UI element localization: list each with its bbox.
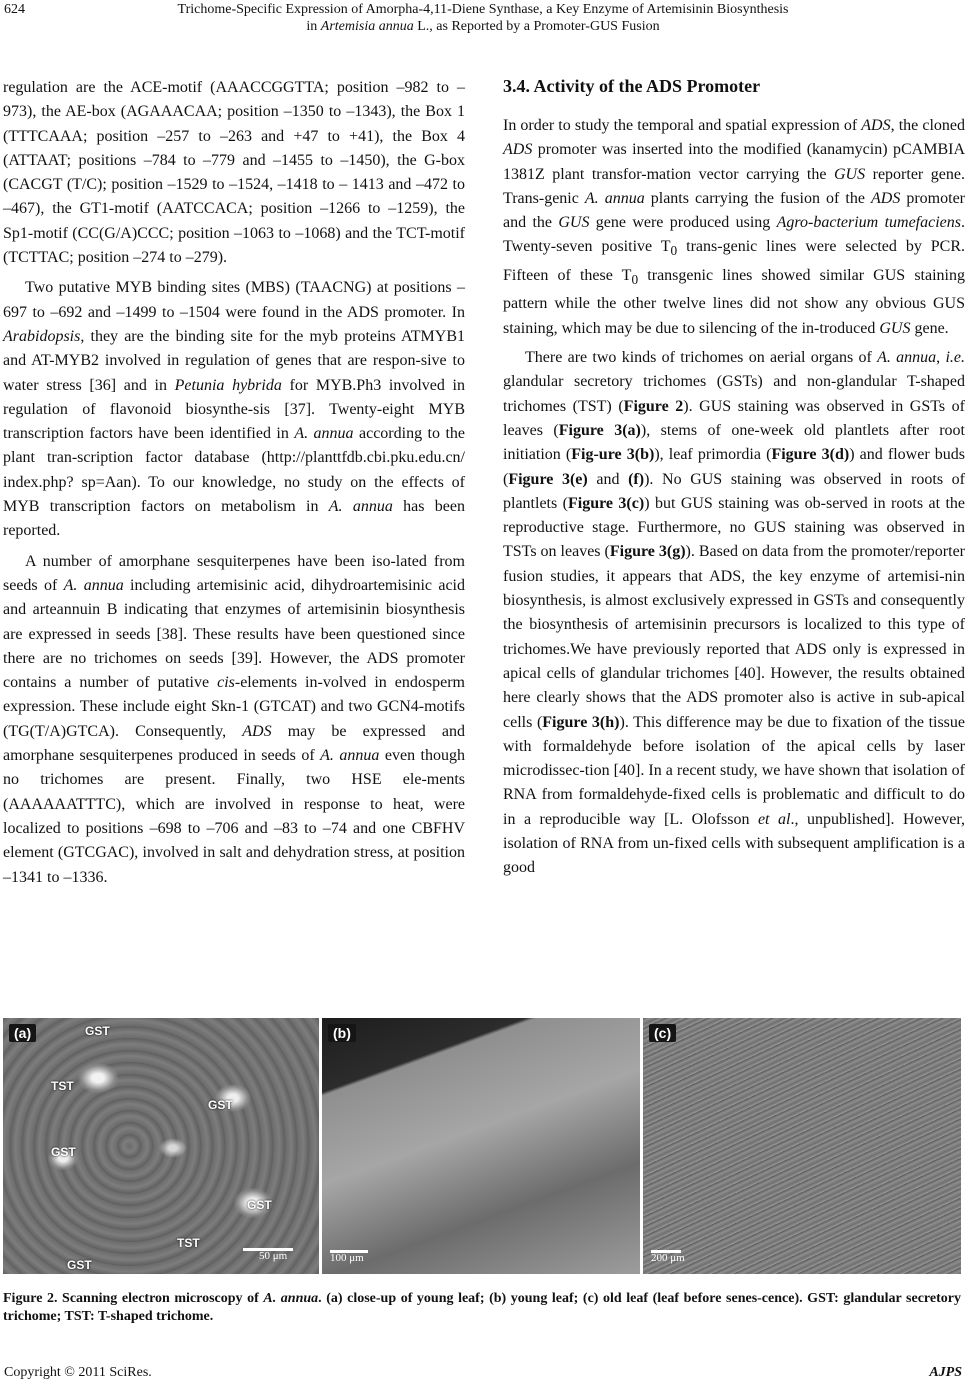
trichome-marker: TST xyxy=(51,1079,74,1093)
scale-label: 50 μm xyxy=(259,1250,288,1262)
figure-reference: Figure 3(e) xyxy=(508,470,588,488)
scale-label: 100 μm xyxy=(330,1252,364,1264)
figure-reference: Figure 3(c) xyxy=(567,494,645,512)
figure-reference: Figure 3(g) xyxy=(609,543,686,561)
figure-reference: Figure 3(a) xyxy=(558,421,641,439)
section-heading: 3.4. Activity of the ADS Promoter xyxy=(503,76,761,96)
panel-label: (a) xyxy=(9,1024,36,1042)
sem-image-panel-a xyxy=(3,1018,319,1274)
figure-reference: Figure 3(h) xyxy=(542,713,620,731)
paragraph: There are two kinds of trichomes on aerial organs of A. annua, i.e. glandular secretory trichomes (GSTs) and non-glandular T-shaped trichomes (TST) (Figure 2). GUS staining was observed in GSTs of leaves (Figure 3(a)), stems of one-week old plantlets after root initiation (Fig-ure 3(b)), leaf primordia (Figure 3(d)) and flower buds (Figure 3(e) and (f)). No GUS staining was observed in roots of plantlets (Figure 3(c)) but GUS staining was ob-served in roots at the reproductive stage. Furthermore, no GUS staining was observed in TSTs on leaves (Figure 3(g)). Based on data from the promoter/reporter fusion studies, it appears that ADS, the key enzyme of artemisi-nin biosynthesis, is almost exclusively expressed in GSTs and consequently the biosynthesis of artemisinin precursors is localized to this type of trichomes.We have previously reported that ADS only is expressed in apical cells of glandular trichomes [40]. However, the results obtained here clearly shows that the ADS promoter also is active in sub-apical cells (Figure 3(h)). This difference may be due to fixation of the tissue with formaldehyde before isolation of the apical cells by laser microdissec-tion [40]. In a recent study, we have shown that isolation of RNA from formaldehyde-fixed cells is problematic and difficult to do in a reproducible way [L. Olofsson et al., unpublished]. However, isolation of RNA from un-fixed cells with subsequent amplification is a good xyxy=(503,349,966,877)
scale-label: 200 μm xyxy=(651,1252,685,1264)
panel-label: (c) xyxy=(649,1024,676,1042)
page-number: 624 xyxy=(4,2,25,17)
paragraph: A number of amorphane sesquiterpenes have been iso-lated from seeds of A. annua including artemisinic acid, dihydroartemisinic acid and arteannuin B indicating that enzymes of artemisinin biosynthesis are expressed in seeds [38]. These results have been questioned since there are no trichomes on seeds [39]. However, the ADS promoter contains a number of putative cis-elements in-volved in endosperm expression. These include eight Skn-1 (GTCAT) and two GCN4-motifs (TG(T/A)GTCA). Consequently, ADS may be expressed and amorphane sesquiterpenes produced in seeds of A. annua even though no trichomes are present. Finally, two HSE ele-ments (AAAAAATTTC), which are involved in response to heat, were localized to positions –698 to –706 and –83 to –74 and one CBFHV element (GTCGAC), involved in salt and dehydration stress, at position –1341 to –1336. xyxy=(3,552,466,886)
running-title-line2: in Artemisia annua L., as Reported by a Promoter-GUS Fusion xyxy=(306,19,660,34)
paragraph: regulation are the ACE-motif (AAACCGGTTA; position –982 to –973), the AE-box (AGAAACAA; position –1350 to –1343), the Box 1 (TTTCAAA; position –257 to –263 and +47 to +41), the Box 4 (ATTAAT; positions –784 to –779 and –1455 to –1450), the G-box (CACGT (T/C); position –1529 to –1524, –1418 to – 1413 and –472 to –467), the GT1-motif (AATCCACA; position –1266 to –1259), the Sp1-motif (CC(G/A)CCC; position –1063 to –1068) and the TCT-motif (TCTTAC; position –274 to –279). xyxy=(3,79,465,267)
sem-image-panel-b xyxy=(322,1018,640,1274)
trichome-marker: GST xyxy=(208,1098,233,1112)
figure-reference: Figure 2 xyxy=(623,397,684,415)
sem-image-panel-c xyxy=(643,1018,961,1274)
figure-caption: Figure 2. Scanning electron microscopy of A. annua. (a) close-up of young leaf; (b) young leaf; (c) old leaf (leaf before senes-cence). GST: glandular secretory trichome; TST: T-shaped trichome. xyxy=(3,1291,961,1324)
panel-label: (b) xyxy=(328,1024,356,1042)
figure-reference: Figure 3(d) xyxy=(771,446,850,464)
trichome-marker: GST xyxy=(51,1145,76,1159)
trichome-marker: TST xyxy=(177,1236,200,1250)
page-footer xyxy=(4,1365,962,1381)
right-column xyxy=(503,114,965,886)
journal-name: AJPS xyxy=(929,1365,962,1380)
trichome-marker: GST xyxy=(247,1198,272,1212)
paragraph: Two putative MYB binding sites (MBS) (TAACNG) at positions –697 to –692 and –1499 to –1504 were found in the ADS promoter. In Arabidopsis, they are the binding site for the myb proteins ATMYB1 and AT-MYB2 involved in regulation of genes that are respon-sive to water stress [36] and in Petunia hybrida for MYB.Ph3 involved in regulation of flavonoid biosynthe-sis [37]. Twenty-eight MYB transcription factors have been identified in A. annua according to the plant tran-scription factor database (http://planttfdb.cbi.pku.edu.cn/ index.php? sp=Aan). To our knowledge, no study on the effects of MYB transcription factors on metabolism in A. annua has been reported. xyxy=(3,279,465,540)
figure-2 xyxy=(3,1018,961,1274)
figure-reference: (f) xyxy=(628,470,645,488)
paragraph: In order to study the temporal and spatial expression of ADS, the cloned ADS promoter was inserted into the modified (kanamycin) pCAMBIA 1381Z plant transfor-mation vector carrying the GUS reporter gene. Trans-genic A. annua plants carrying the fusion of the ADS promoter and the GUS gene were produced using Agro-bacterium tumefaciens. Twenty-seven positive $T_0$ trans-genic lines were selected by PCR. Fifteen of these $T_0$ transgenic lines showed similar GUS staining pattern while the other twelve lines did not show any obvious GUS staining, which may be due to silencing of the in-troduced GUS gene. xyxy=(503,117,966,337)
trichome-marker: GST xyxy=(85,1024,110,1038)
left-column xyxy=(3,76,465,896)
figure-reference: Fig-ure 3(b) xyxy=(571,446,655,464)
running-title-line1: Trichome-Specific Expression of Amorpha-4,11-Diene Synthase, a Key Enzyme of Artemisinin Biosynthesis xyxy=(177,2,789,17)
trichome-marker: GST xyxy=(67,1258,92,1272)
copyright-notice: Copyright © 2011 SciRes. xyxy=(4,1365,152,1380)
